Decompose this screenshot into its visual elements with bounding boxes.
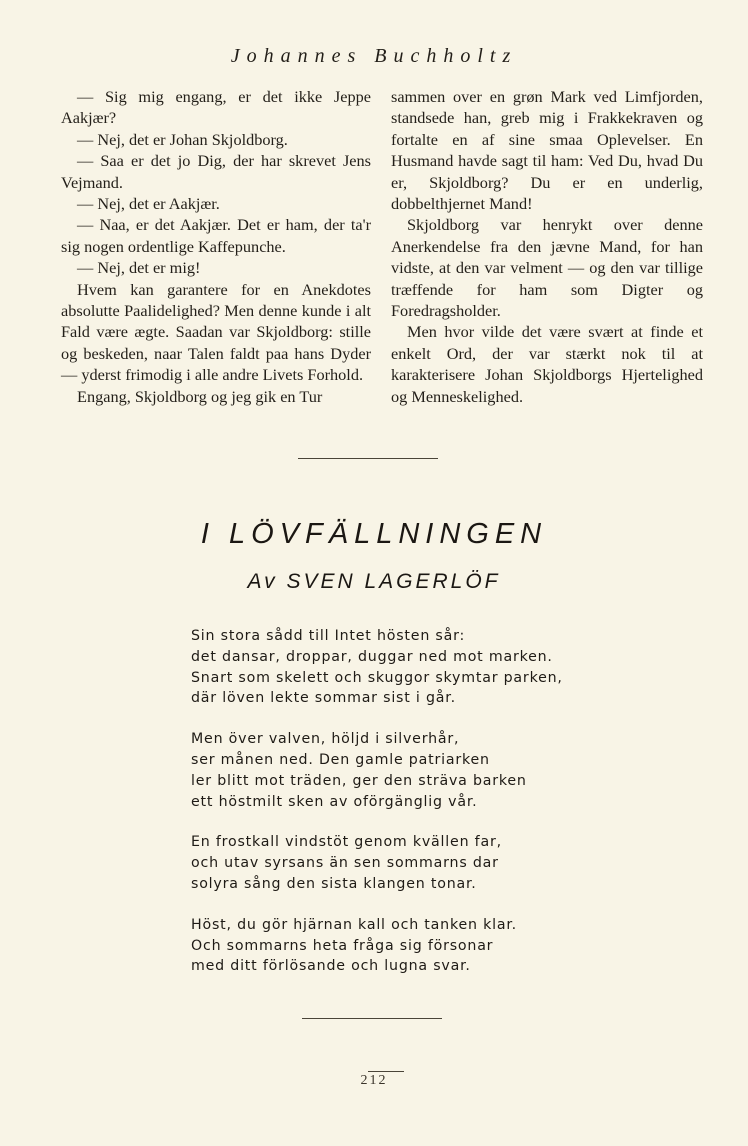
poem-line: Men över valven, höljd i silverhår, <box>191 731 460 748</box>
article-paragraph: — Nej, det er Aakjær. <box>77 194 220 214</box>
poem-line: Sin stora sådd till Intet hösten sår: <box>191 628 466 644</box>
article-paragraph: — Naa, er det Aakjær. Det er ham, der ta'r sig nogen ordentlige Kaffepunche. <box>61 215 371 256</box>
article-paragraph: Men hvor vilde det være svært at finde et enkelt Ord, der var stærkt nok til at karakterisere Johan Skjoldborgs Hjertelighed og Menneskelighed. <box>391 322 703 406</box>
poem-author: Av SVEN LAGERLÖF <box>247 570 501 593</box>
poem-line: ler blitt mot träden, ger den sträva barken <box>191 772 527 789</box>
article-paragraph: — Sig mig engang, er det ikke Jeppe Aakjær? <box>61 87 371 128</box>
poem-line: Snart som skelett och skuggor skymtar parken, <box>191 669 563 686</box>
poem-stanza <box>191 626 563 709</box>
poem-line: Och sommarns heta fråga sig försonar <box>191 937 494 954</box>
poem-body <box>191 626 563 997</box>
poem-line: det dansar, droppar, duggar ned mot marken. <box>191 648 553 665</box>
poem-stanza <box>191 729 551 812</box>
poem-line: ser månen ned. Den gamle patriarken <box>191 751 490 768</box>
poem-line: ett höstmilt sken av oförgänglig vår. <box>191 793 478 810</box>
poem-line: Höst, du gör hjärnan kall och tanken klar. <box>191 916 517 933</box>
section-divider <box>298 458 438 459</box>
section-divider <box>302 1018 442 1019</box>
article-paragraph: — Nej, det er mig! <box>77 258 201 278</box>
poem-line: där löven lekte sommar sist i går. <box>191 690 456 707</box>
poem-stanza <box>191 832 551 894</box>
page-number: 212 <box>360 1073 388 1088</box>
poem-line: solyra sång den sista klangen tonar. <box>191 875 477 892</box>
poem-line: och utav syrsans än sen sommarns dar <box>191 855 499 872</box>
article-paragraph: Hvem kan garantere for en Anekdotes absolutte Paalidelighed? Men denne kunde i alt Fald være ægte. Saadan var Skjoldborg: stille og beskeden, naar Talen faldt paa hans Dyder — yderst frimodig i alle andre Livets Forhold. <box>61 279 371 385</box>
article-paragraph: Skjoldborg var henrykt over denne Anerkendelse fra den jævne Mand, for han vidste, at den var velment — og den var tillige træffende for ham som Digter og Foredragsholder. <box>391 215 703 321</box>
article-paragraph: sammen over en grøn Mark ved Limfjorden, standsede han, greb mig i Frakkekraven og fortalte en af sine smaa Oplevelser. En Husmand havde sagt til ham: Ved Du, hvad Du er, Skjoldborg? Du er en underlig, dobbelthjernet Mand! <box>391 87 703 214</box>
poem-line: med ditt förlösande och lugna svar. <box>191 958 471 975</box>
article-left-column <box>61 86 371 407</box>
article-paragraph: — Saa er det jo Dig, der har skrevet Jens Vejmand. <box>61 151 371 192</box>
article-paragraph: Engang, Skjoldborg og jeg gik en Tur <box>77 386 323 406</box>
article-right-column <box>391 86 703 407</box>
poem-line: En frostkall vindstöt genom kvällen far, <box>191 834 502 851</box>
poem-stanza <box>191 915 551 977</box>
article-paragraph: — Nej, det er Johan Skjoldborg. <box>77 129 288 149</box>
poem-title: I LÖVFÄLLNINGEN <box>200 518 548 550</box>
page-number-rule <box>368 1071 404 1072</box>
running-header: Johannes Buchholtz <box>230 45 518 67</box>
